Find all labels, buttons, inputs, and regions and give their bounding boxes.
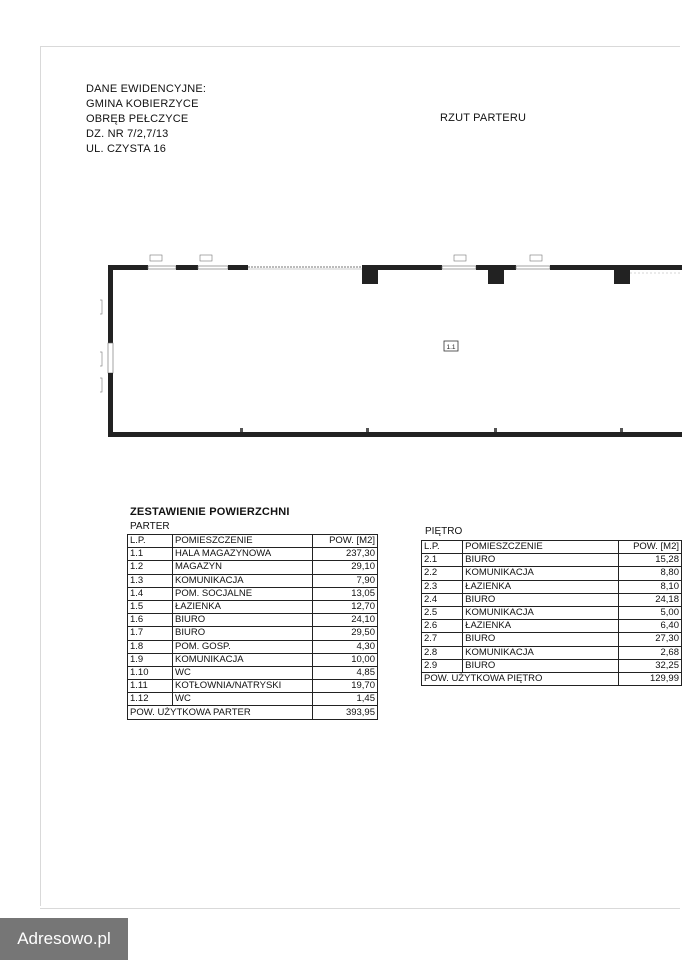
room-number: 1.7 [128, 627, 173, 640]
pietro-total-row [422, 672, 682, 685]
registry-data-header [86, 82, 206, 157]
plan-dim-label [100, 352, 102, 366]
plan-window-marker [516, 266, 550, 269]
table-row [422, 606, 682, 619]
plan-bottom-marker [620, 428, 623, 432]
room-number: 2.3 [422, 580, 463, 593]
plan-wall-left [108, 373, 113, 437]
plan-wall-bottom [108, 432, 682, 437]
pietro-total-label: POW. UŻYTKOWA PIĘTRO [422, 672, 619, 685]
paper-top-edge [40, 46, 680, 47]
room-number: 2.8 [422, 646, 463, 659]
header-line: DZ. NR 7/2,7/13 [86, 128, 169, 140]
pietro-label: PIĘTRO [425, 526, 463, 537]
room-area: 8,80 [619, 567, 682, 580]
plan-title: RZUT PARTERU [440, 112, 527, 124]
table-row [128, 653, 378, 666]
table-row [422, 659, 682, 672]
table-row [128, 614, 378, 627]
room-tag: 1.1 [446, 344, 456, 351]
table-row [422, 646, 682, 659]
room-number: 2.7 [422, 633, 463, 646]
room-area: 24,18 [619, 593, 682, 606]
plan-dim-label [100, 300, 102, 314]
ground-floor-plan [100, 248, 682, 448]
header-line: DANE EWIDENCYJNE: [86, 83, 207, 95]
plan-bottom-marker [240, 428, 243, 432]
plan-pilaster [362, 270, 378, 284]
plan-wall-top-segment [228, 265, 248, 270]
room-area: 8,10 [619, 580, 682, 593]
plan-pilaster [488, 270, 504, 284]
table-row [128, 561, 378, 574]
plan-dim-label [100, 378, 102, 392]
plan-window-label [454, 255, 466, 261]
room-number: 1.2 [128, 561, 173, 574]
room-area: 10,00 [313, 653, 378, 666]
parter-total-row [128, 706, 378, 719]
room-name: BIURO [463, 633, 619, 646]
plan-wall-top-segment [362, 265, 442, 270]
table-row [128, 680, 378, 693]
table-row [128, 548, 378, 561]
table-row [422, 633, 682, 646]
parter-total-label: POW. UŻYTKOWA PARTER [128, 706, 313, 719]
room-name: BIURO [173, 627, 313, 640]
plan-door-gap [108, 343, 113, 373]
room-area: 32,25 [619, 659, 682, 672]
plan-bottom-marker [494, 428, 497, 432]
room-area: 4,85 [313, 666, 378, 679]
room-number: 1.12 [128, 693, 173, 706]
table-row [128, 640, 378, 653]
room-area: 7,90 [313, 574, 378, 587]
header-line: OBRĘB PEŁCZYCE [86, 113, 189, 125]
room-area: 29,50 [313, 627, 378, 640]
room-number: 2.2 [422, 567, 463, 580]
table-header-row [422, 541, 682, 554]
room-area: 27,30 [619, 633, 682, 646]
column-header-room: POMIESZCZENIE [463, 541, 619, 554]
room-number: 1.4 [128, 587, 173, 600]
room-name: KOMUNIKACJA [463, 646, 619, 659]
table-row [422, 593, 682, 606]
room-name: POM. SOCJALNE [173, 587, 313, 600]
room-name: KOMUNIKACJA [463, 606, 619, 619]
room-name: HALA MAGAZYNOWA [173, 548, 313, 561]
room-number: 1.3 [128, 574, 173, 587]
watermark-logo: Adresowo.pl [0, 918, 128, 960]
room-number: 2.1 [422, 554, 463, 567]
room-area: 13,05 [313, 587, 378, 600]
table-row [422, 567, 682, 580]
room-area: 1,45 [313, 693, 378, 706]
room-area: 2,68 [619, 646, 682, 659]
room-name: WC [173, 666, 313, 679]
column-header-lp: L.P. [128, 535, 173, 548]
room-area: 4,30 [313, 640, 378, 653]
pietro-total-value: 129,99 [619, 672, 682, 685]
room-name: BIURO [463, 593, 619, 606]
room-area: 24,10 [313, 614, 378, 627]
room-name: KOMUNIKACJA [173, 653, 313, 666]
room-name: KOTŁOWNIA/NATRYSKI [173, 680, 313, 693]
column-header-area: POW. [M2] [619, 541, 682, 554]
plan-wall-top-segment [176, 265, 198, 270]
room-number: 1.11 [128, 680, 173, 693]
room-name: ŁAZIENKA [173, 600, 313, 613]
table-row [128, 574, 378, 587]
summary-title: ZESTAWIENIE POWIERZCHNI [130, 506, 290, 518]
table-row [422, 554, 682, 567]
room-name: KOMUNIKACJA [463, 567, 619, 580]
room-name: ŁAZIENKA [463, 580, 619, 593]
room-name: BIURO [173, 614, 313, 627]
plan-window-label [530, 255, 542, 261]
table-row [422, 580, 682, 593]
room-number: 1.8 [128, 640, 173, 653]
column-header-lp: L.P. [422, 541, 463, 554]
pietro-area-table [421, 540, 682, 686]
plan-bottom-marker [366, 428, 369, 432]
table-row [128, 693, 378, 706]
room-number: 1.9 [128, 653, 173, 666]
room-area: 15,28 [619, 554, 682, 567]
plan-wall-top-segment [550, 265, 682, 270]
header-line: UL. CZYSTA 16 [86, 143, 167, 155]
table-row [422, 620, 682, 633]
room-name: MAGAZYN [173, 561, 313, 574]
parter-label: PARTER [130, 521, 170, 532]
room-area: 237,30 [313, 548, 378, 561]
room-number: 1.5 [128, 600, 173, 613]
plan-window-marker [148, 266, 176, 269]
room-area: 12,70 [313, 600, 378, 613]
room-number: 2.4 [422, 593, 463, 606]
column-header-room: POMIESZCZENIE [173, 535, 313, 548]
table-row [128, 627, 378, 640]
table-row [128, 587, 378, 600]
plan-wall-top-left [108, 265, 148, 270]
room-area: 29,10 [313, 561, 378, 574]
room-name: POM. GOSP. [173, 640, 313, 653]
parter-total-value: 393,95 [313, 706, 378, 719]
table-row [128, 666, 378, 679]
table-header-row [128, 535, 378, 548]
room-number: 2.5 [422, 606, 463, 619]
room-name: KOMUNIKACJA [173, 574, 313, 587]
room-number: 1.6 [128, 614, 173, 627]
room-number: 2.9 [422, 659, 463, 672]
column-header-area: POW. [M2] [313, 535, 378, 548]
room-area: 19,70 [313, 680, 378, 693]
plan-window-marker [198, 266, 228, 269]
plan-pilaster [614, 270, 630, 284]
room-number: 2.6 [422, 620, 463, 633]
table-row [128, 600, 378, 613]
plan-window-label [150, 255, 162, 261]
header-line: GMINA KOBIERZYCE [86, 98, 199, 110]
room-area: 6,40 [619, 620, 682, 633]
plan-window-marker [442, 266, 476, 269]
plan-window-label [200, 255, 212, 261]
plan-wall-left [108, 265, 113, 343]
room-name: BIURO [463, 659, 619, 672]
parter-area-table [127, 534, 378, 720]
room-number: 1.10 [128, 666, 173, 679]
plan-wall-top-segment [476, 265, 516, 270]
room-name: BIURO [463, 554, 619, 567]
room-name: WC [173, 693, 313, 706]
room-area: 5,00 [619, 606, 682, 619]
room-number: 1.1 [128, 548, 173, 561]
document-page [38, 48, 678, 916]
room-name: ŁAZIENKA [463, 620, 619, 633]
